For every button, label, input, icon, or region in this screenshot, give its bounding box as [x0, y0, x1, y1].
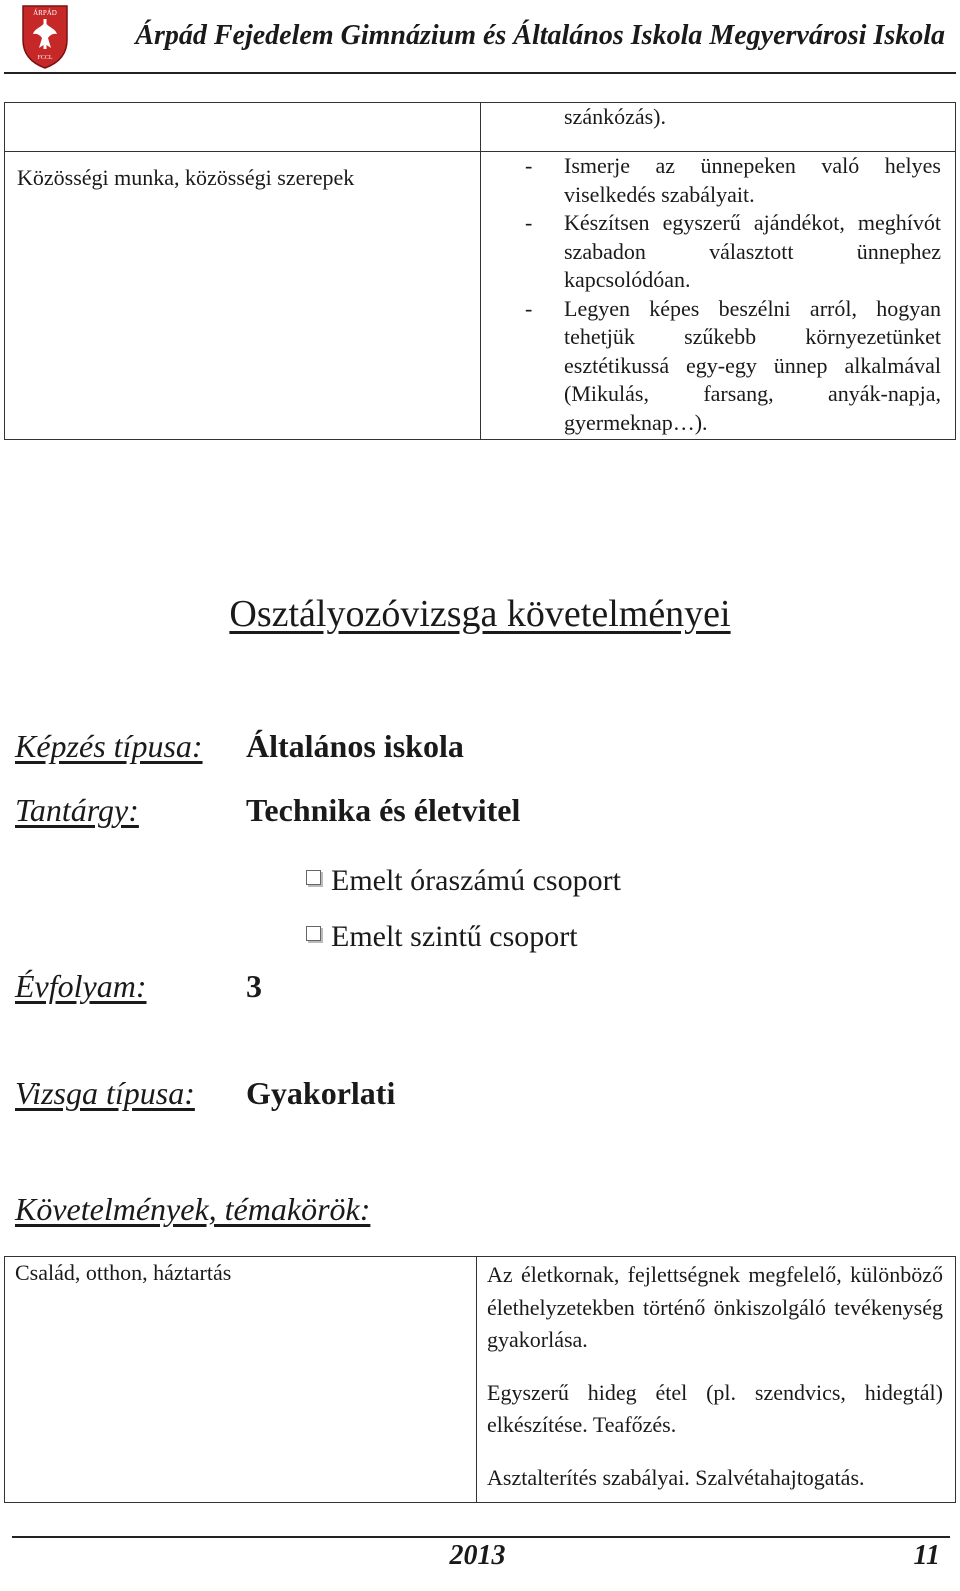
- table-row: [5, 103, 956, 152]
- checkbox-icon[interactable]: [306, 870, 321, 885]
- table-cell: [5, 103, 481, 152]
- requirement-paragraph: Az életkornak, fejlettségnek megfelelő, különböző élethelyzetekben történő önkiszolgáló tevékenység gyakorlása.: [487, 1262, 943, 1352]
- evfolyam-value: 3: [246, 968, 262, 1004]
- requirement-paragraph: Asztalterítés szabályai. Szalvétahajtogatás.: [487, 1464, 865, 1490]
- vizsga-label: Vizsga típusa:: [15, 1075, 195, 1111]
- requirement-paragraph: Egyszerű hideg étel (pl. szendvics, hidegtál) elkészítése. Teafőzés.: [487, 1379, 943, 1437]
- table-cell: [481, 103, 956, 152]
- topic-label: Közösségi munka, közösségi szerepek: [17, 165, 355, 190]
- table-row: [5, 1257, 956, 1503]
- header-divider: [4, 72, 956, 74]
- requirements-cell: [481, 152, 956, 440]
- table-row: [5, 152, 956, 440]
- option-emelt-szintu[interactable]: [306, 920, 578, 954]
- footer-divider: [12, 1536, 950, 1538]
- list-item: - Legyen képes beszélni arról, hogyan tehetjük szűkebb környezetünket esztétikussá egy-egy ünnep alkalmával (Mikulás, farsang, anyák-napja, gyermeknap…).: [481, 295, 941, 438]
- tantargy-value: Technika és életvitel: [246, 792, 521, 828]
- topic-label: Család, otthon, háztartás: [15, 1260, 232, 1285]
- school-crest-icon: [21, 4, 69, 70]
- kepzes-label: Képzés típusa:: [15, 728, 203, 764]
- option-label: Emelt szintű csoport: [331, 920, 578, 953]
- kepzes-value: Általános iskola: [246, 728, 464, 764]
- checkbox-icon[interactable]: [306, 926, 321, 941]
- carry-over-text: szánkózás).: [564, 104, 667, 129]
- competency-table: [4, 102, 956, 440]
- page-title: Osztályozóvizsga követelményei: [229, 593, 731, 635]
- list-item: - Készítsen egyszerű ajándékot, meghívót szabadon választott ünnephez kapcsolódóan.: [481, 209, 941, 295]
- kovetelmenyek-label: Követelmények, témakörök:: [15, 1191, 371, 1227]
- svg-text:ÁRPÁD: ÁRPÁD: [33, 9, 57, 17]
- requirements-list: [481, 152, 941, 439]
- list-item: - Ismerje az ünnepeken való helyes viselkedés szabályait.: [481, 152, 941, 209]
- requirements-table: [4, 1256, 956, 1503]
- topic-cell: [5, 1257, 477, 1503]
- requirements-cell: [477, 1257, 956, 1503]
- header-title: Árpád Fejedelem Gimnázium és Általános Iskola Megyervárosi Iskola: [135, 20, 945, 51]
- footer-year: 2013: [449, 1540, 506, 1571]
- page-number: 11: [913, 1540, 940, 1571]
- option-label: Emelt óraszámú csoport: [331, 864, 621, 897]
- vizsga-value: Gyakorlati: [246, 1075, 396, 1111]
- option-emelt-oraszamu[interactable]: [306, 864, 621, 898]
- evfolyam-label: Évfolyam:: [15, 968, 147, 1004]
- tantargy-label: Tantárgy:: [15, 792, 139, 828]
- svg-text:FCCL: FCCL: [37, 55, 53, 61]
- topic-cell: [5, 152, 481, 440]
